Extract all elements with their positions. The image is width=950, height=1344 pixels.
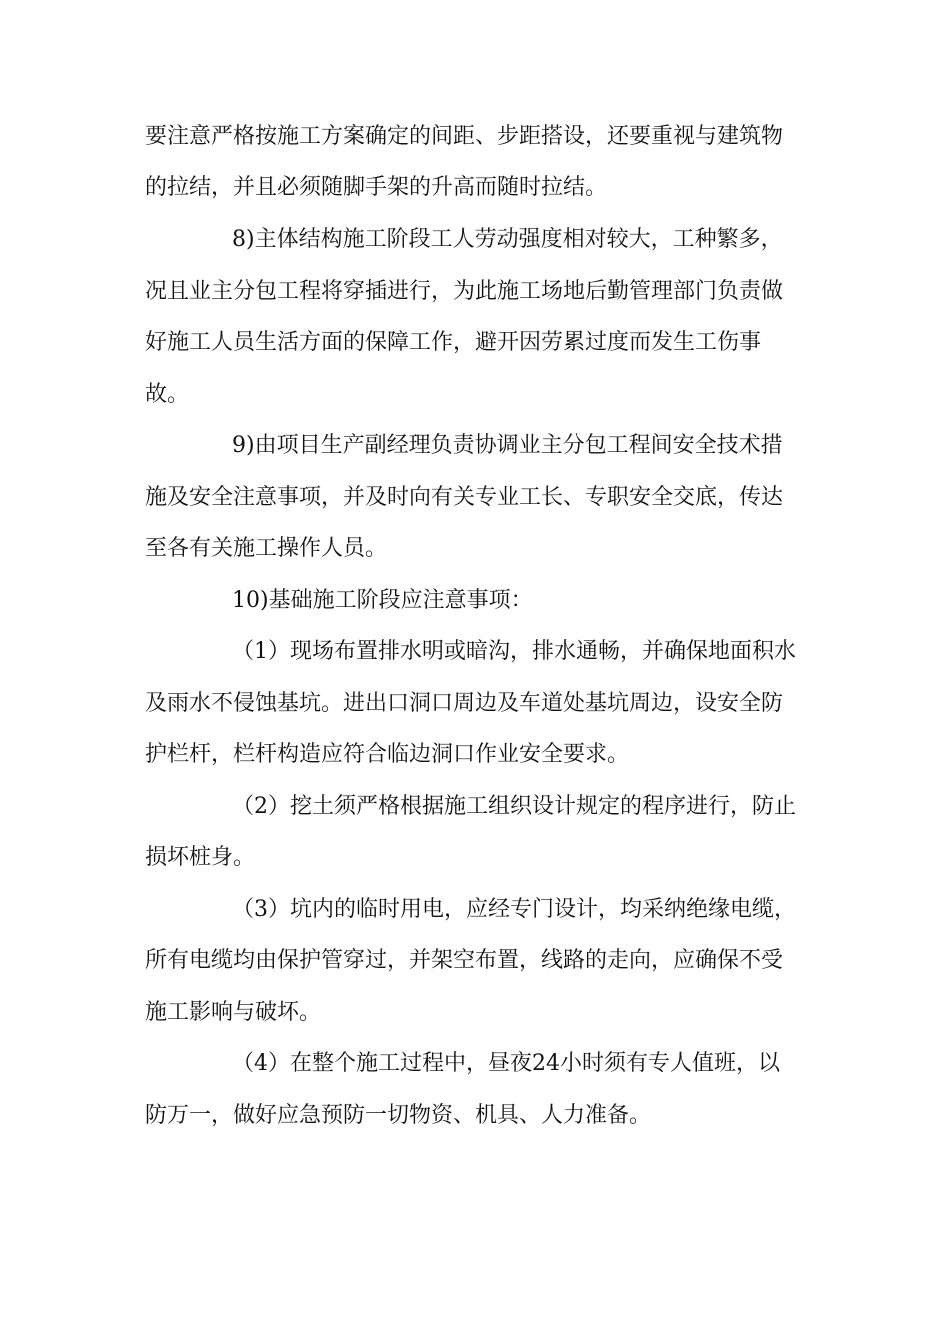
text-line: 所有电缆均由保护管穿过，并架空布置，线路的走向，应确保不受 bbox=[145, 948, 784, 973]
text-line: 的拉结，并且必须随脚手架的升高而随时拉结。 bbox=[145, 175, 608, 200]
paragraph-8-start: 8)主体结构施工阶段工人劳动强度相对较大，工种繁多， bbox=[232, 227, 783, 252]
text-line: 好施工人员生活方面的保障工作，避开因劳累过度而发生工伤事 bbox=[145, 330, 762, 355]
item-4-start: （4）在整个施工过程中，昼夜24小时须有专人值班，以 bbox=[232, 1051, 780, 1076]
text-line: 施及安全注意事项，并及时向有关专业工长、专职安全交底，传达 bbox=[145, 485, 784, 510]
text-line: 至各有关施工操作人员。 bbox=[145, 536, 388, 561]
paragraph-9-start: 9)由项目生产副经理负责协调业主分包工程间安全技术措 bbox=[232, 433, 783, 458]
item-2-start: （2）挖土须严格根据施工组织设计规定的程序进行，防止 bbox=[232, 794, 796, 819]
text-line: 要注意严格按施工方案确定的间距、步距搭设，还要重视与建筑物 bbox=[145, 124, 784, 149]
text-line: 施工影响与破坏。 bbox=[145, 1000, 322, 1025]
text-line: 况且业主分包工程将穿插进行，为此施工场地后勤管理部门负责做 bbox=[145, 279, 784, 304]
item-1-start: （1）现场布置排水明或暗沟，排水通畅，并确保地面积水 bbox=[232, 639, 796, 664]
text-line: 护栏杆，栏杆构造应符合临边洞口作业安全要求。 bbox=[145, 742, 630, 767]
text-line: 损坏桩身。 bbox=[145, 845, 256, 870]
text-line: 故。 bbox=[145, 382, 190, 407]
text-line: 及雨水不侵蚀基坑。进出口洞口周边及车道处基坑周边，设安全防 bbox=[145, 691, 784, 716]
paragraph-10-heading: 10)基础施工阶段应注意事项： bbox=[232, 588, 533, 613]
text-line: 防万一，做好应急预防一切物资、机具、人力准备。 bbox=[145, 1103, 652, 1128]
item-3-start: （3）坑内的临时用电，应经专门设计，均采纳绝缘电缆， bbox=[232, 897, 796, 922]
